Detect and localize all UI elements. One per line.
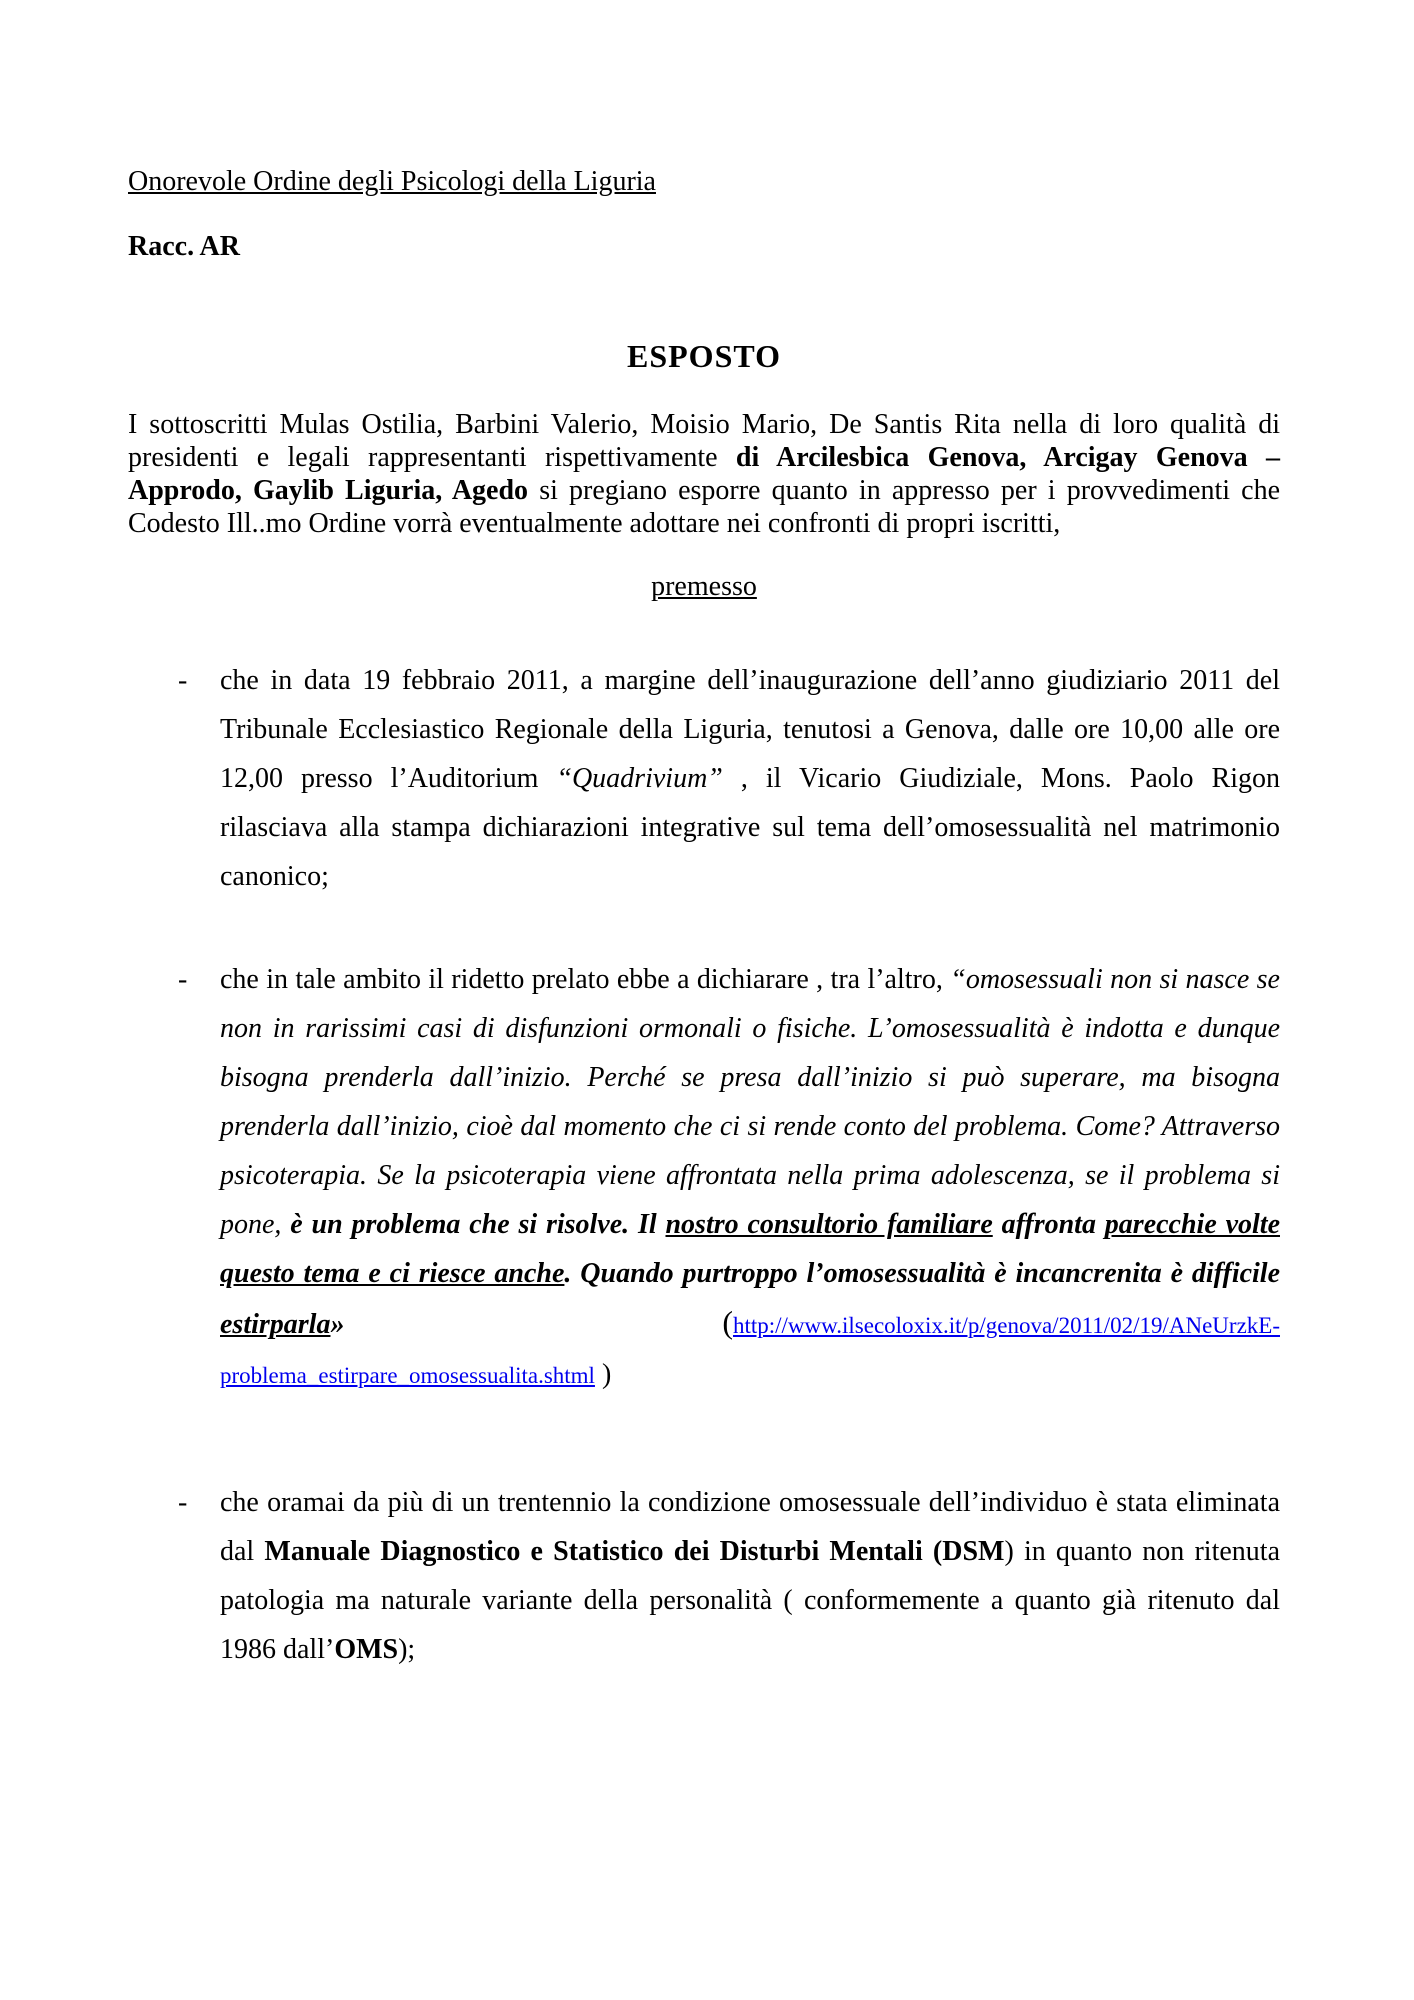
bullet-marker: -: [178, 665, 188, 696]
bullet2-text-start: che in tale ambito il ridetto prelato ebbe a dichiarare , tra l’altro,: [220, 964, 951, 995]
bullet3-text-start: che oramai da più di un trentennio la condizione omosessuale dell’individuo è stata eliminata dal: [220, 1487, 1280, 1567]
open-paren: (: [722, 1304, 733, 1340]
bullet1-quadrivium-italic: “Quadrivium”: [556, 763, 723, 794]
list-item-2: [128, 955, 1280, 1400]
addressee-text: Onorevole Ordine degli Psicologi della Liguria: [128, 166, 656, 197]
bullet3-text-mid: ) in quanto non ritenuta patologia ma naturale variante della personalità ( conformemente a quanto già ritenuto dal 1986 dall’: [220, 1536, 1280, 1665]
document-title: ESPOSTO: [626, 338, 782, 374]
bullet-marker: -: [178, 1487, 188, 1518]
list-item-3: [128, 1478, 1280, 1674]
bullet2-bold-italic-3: . Quando purtroppo l’omosessualità è incancrenita è difficile: [564, 1258, 1281, 1289]
premesso-heading: [128, 570, 1280, 603]
secoloxix-hyperlink[interactable]: http://www.ilsecoloxix.it/p/genova/2011/02/19/ANeUrzkE-problema_estirpare_omosessualita.shtml: [220, 1313, 1280, 1388]
intro-text-start: I sottoscritti Mulas Ostilia, Barbini Valerio, Moisio Mario, De Santis Rita nella di loro qualità di presidenti e legali rappresentanti rispettivamente: [128, 409, 1280, 473]
list-item-1: [128, 656, 1280, 901]
bullet2-quote-italic: “omosessuali non si nasce se non in rarissimi casi di disfunzioni ormonali o fisiche. L’omosessualità è indotta e dunque bisogna prenderla dall’inizio. Perché se presa dall’inizio si può superare, ma bisogna prenderla dall’inizio, cioè dal momento che ci si rende conto del problema. Come? Attraverso psicoterapia. Se la psicoterapia viene affrontata nella prima adolescenza, se il problema si pone,: [220, 964, 1280, 1240]
reference-line: Racc. AR: [128, 231, 240, 262]
bullet3-oms-bold: OMS: [334, 1634, 399, 1665]
bullet1-text-end: , il Vicario Giudiziale, Mons. Paolo Rigon rilasciava alla stampa dichiarazioni integrative sul tema dell’omosessualità nel matrimonio canonico;: [220, 763, 1281, 892]
bullet2-bold-italic-2: affronta: [992, 1209, 1105, 1240]
bullet2-underlined-1: nostro consultorio familiare: [665, 1209, 993, 1240]
bullet2-guillemet: »: [330, 1309, 723, 1340]
addressee-line: [128, 165, 1280, 198]
premesso-text: premesso: [651, 571, 757, 602]
premise-list: [128, 656, 1280, 1674]
bullet-marker: -: [178, 964, 188, 995]
bullet3-dsm-bold: Manuale Diagnostico e Statistico dei Disturbi Mentali (DSM: [264, 1536, 1005, 1567]
bullet1-text: che in data 19 febbraio 2011, a margine dell’inaugurazione dell’anno giudiziario 2011 del Tribunale Ecclesiastico Regionale della Liguria, tenutosi a Genova, dalle ore 10,00 alle ore 12,00 presso l’Auditorium: [220, 665, 1280, 794]
intro-paragraph: [128, 408, 1280, 540]
bullet3-text-end: );: [398, 1634, 416, 1665]
bullet2-underlined-3: estirparla: [220, 1309, 331, 1340]
intro-organizations-bold: di Arcilesbica Genova, Arcigay Genova – Approdo, Gaylib Liguria, Agedo: [128, 442, 1280, 506]
intro-text-end: si pregiano esporre quanto in appresso per i provvedimenti che Codesto Ill..mo Ordine vorrà eventualmente adottare nei confronti di propri iscritti,: [128, 475, 1280, 539]
bullet2-bold-italic-1: è un problema che si risolve. Il: [290, 1209, 666, 1240]
close-paren: ): [594, 1359, 612, 1390]
bullet2-underlined-2: parecchie volte questo tema e ci riesce anche: [220, 1209, 1280, 1289]
